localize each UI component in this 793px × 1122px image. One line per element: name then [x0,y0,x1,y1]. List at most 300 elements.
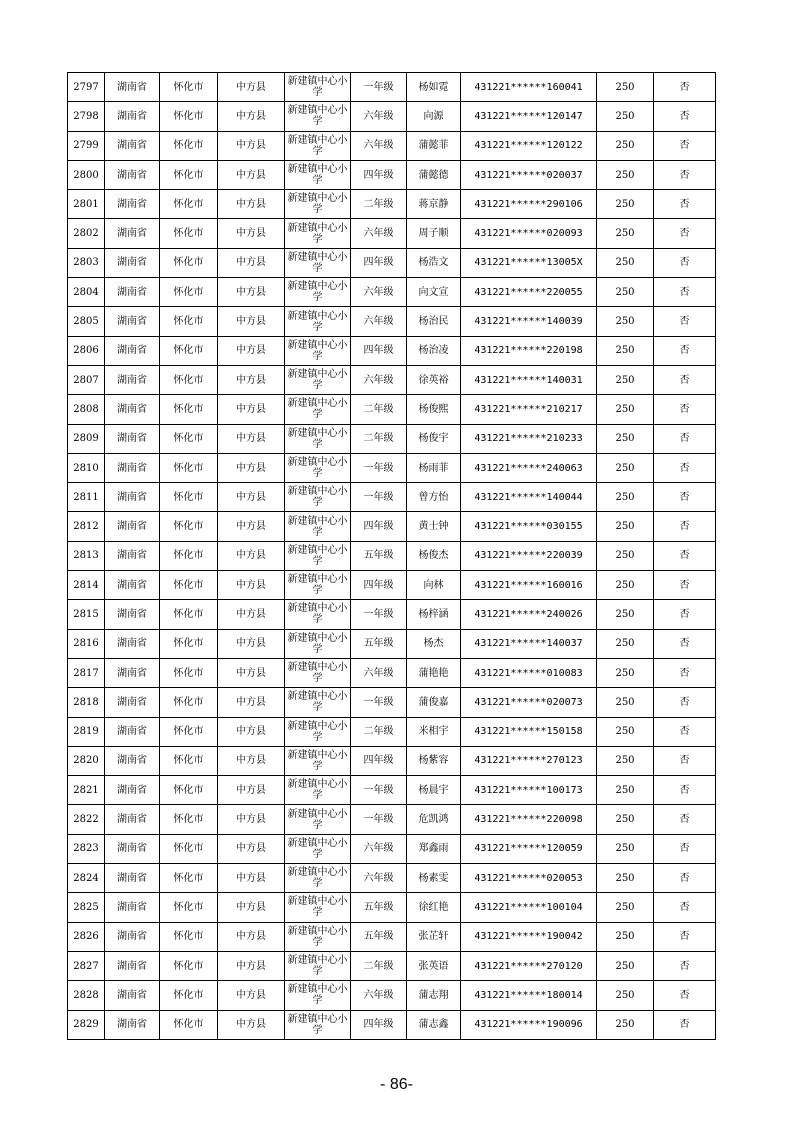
cell-id-number: 431221******140044 [461,483,597,512]
cell-county: 中方县 [218,160,285,189]
cell-student-name: 张英语 [407,951,461,980]
cell-school: 新建镇中心小学 [285,571,351,600]
cell-amount: 250 [597,688,654,717]
cell-city: 怀化市 [160,102,218,131]
cell-student-name: 向文宣 [407,278,461,307]
cell-county: 中方县 [218,248,285,277]
cell-city: 怀化市 [160,951,218,980]
cell-serial-number: 2813 [68,541,105,570]
cell-id-number: 431221******270120 [461,951,597,980]
cell-county: 中方县 [218,336,285,365]
cell-grade: 六年级 [351,219,407,248]
cell-id-number: 431221******240026 [461,600,597,629]
cell-city: 怀化市 [160,307,218,336]
cell-city: 怀化市 [160,424,218,453]
cell-city: 怀化市 [160,600,218,629]
cell-id-number: 431221******100173 [461,776,597,805]
cell-school: 新建镇中心小学 [285,73,351,102]
cell-amount: 250 [597,805,654,834]
table-row [68,893,716,922]
cell-province: 湖南省 [105,541,160,570]
cell-student-name: 杨雨菲 [407,453,461,482]
cell-amount: 250 [597,424,654,453]
cell-student-name: 蒲懿菲 [407,131,461,160]
cell-grade: 五年级 [351,893,407,922]
cell-serial-number: 2823 [68,834,105,863]
cell-city: 怀化市 [160,453,218,482]
cell-serial-number: 2802 [68,219,105,248]
cell-province: 湖南省 [105,278,160,307]
cell-amount: 250 [597,864,654,893]
cell-county: 中方县 [218,834,285,863]
cell-student-name: 杨素雯 [407,864,461,893]
cell-id-number: 431221******120147 [461,102,597,131]
cell-id-number: 431221******290106 [461,190,597,219]
cell-serial-number: 2803 [68,248,105,277]
cell-city: 怀化市 [160,73,218,102]
cell-amount: 250 [597,190,654,219]
cell-amount: 250 [597,102,654,131]
table-row [68,512,716,541]
cell-id-number: 431221******190042 [461,922,597,951]
cell-grade: 六年级 [351,131,407,160]
cell-city: 怀化市 [160,131,218,160]
cell-student-name: 曾方怡 [407,483,461,512]
cell-school: 新建镇中心小学 [285,190,351,219]
table-row [68,717,716,746]
cell-student-name: 向林 [407,571,461,600]
cell-flag: 否 [654,483,716,512]
cell-province: 湖南省 [105,483,160,512]
cell-county: 中方县 [218,1010,285,1039]
cell-flag: 否 [654,922,716,951]
page-number: - 86- [380,1076,413,1093]
cell-amount: 250 [597,629,654,658]
cell-serial-number: 2810 [68,453,105,482]
cell-school: 新建镇中心小学 [285,219,351,248]
cell-school: 新建镇中心小学 [285,805,351,834]
cell-province: 湖南省 [105,658,160,687]
cell-grade: 二年级 [351,717,407,746]
cell-city: 怀化市 [160,395,218,424]
cell-grade: 四年级 [351,248,407,277]
cell-province: 湖南省 [105,365,160,394]
cell-county: 中方县 [218,981,285,1010]
cell-id-number: 431221******020053 [461,864,597,893]
cell-school: 新建镇中心小学 [285,629,351,658]
cell-grade: 二年级 [351,395,407,424]
cell-city: 怀化市 [160,776,218,805]
cell-school: 新建镇中心小学 [285,864,351,893]
cell-county: 中方县 [218,658,285,687]
cell-id-number: 431221******030155 [461,512,597,541]
table-row [68,365,716,394]
cell-id-number: 431221******220039 [461,541,597,570]
cell-id-number: 431221******100104 [461,893,597,922]
cell-student-name: 杨晨宇 [407,776,461,805]
cell-county: 中方县 [218,190,285,219]
cell-serial-number: 2808 [68,395,105,424]
cell-flag: 否 [654,571,716,600]
cell-county: 中方县 [218,424,285,453]
student-roster-table [67,72,716,1040]
cell-student-name: 徐红艳 [407,893,461,922]
cell-amount: 250 [597,658,654,687]
cell-student-name: 黄士钟 [407,512,461,541]
cell-province: 湖南省 [105,131,160,160]
cell-student-name: 蒲艳艳 [407,658,461,687]
cell-grade: 一年级 [351,805,407,834]
cell-student-name: 蒲懿德 [407,160,461,189]
cell-serial-number: 2825 [68,893,105,922]
cell-id-number: 431221******020093 [461,219,597,248]
cell-serial-number: 2829 [68,1010,105,1039]
table-row [68,746,716,775]
cell-id-number: 431221******220198 [461,336,597,365]
cell-serial-number: 2812 [68,512,105,541]
cell-county: 中方县 [218,864,285,893]
cell-id-number: 431221******160016 [461,571,597,600]
cell-province: 湖南省 [105,776,160,805]
cell-id-number: 431221******150158 [461,717,597,746]
table-row [68,395,716,424]
cell-county: 中方县 [218,278,285,307]
cell-flag: 否 [654,512,716,541]
cell-school: 新建镇中心小学 [285,336,351,365]
cell-amount: 250 [597,981,654,1010]
cell-id-number: 431221******140039 [461,307,597,336]
cell-city: 怀化市 [160,629,218,658]
cell-student-name: 杨紫容 [407,746,461,775]
cell-county: 中方县 [218,746,285,775]
table-row [68,160,716,189]
table-row [68,834,716,863]
cell-flag: 否 [654,102,716,131]
cell-grade: 一年级 [351,73,407,102]
cell-flag: 否 [654,190,716,219]
cell-province: 湖南省 [105,629,160,658]
table-row [68,1010,716,1039]
cell-student-name: 杨如霓 [407,73,461,102]
cell-grade: 一年级 [351,776,407,805]
cell-amount: 250 [597,951,654,980]
table-row [68,688,716,717]
cell-student-name: 杨浩文 [407,248,461,277]
cell-grade: 二年级 [351,190,407,219]
table-row [68,483,716,512]
cell-student-name: 蒲志翔 [407,981,461,1010]
table-row [68,951,716,980]
cell-amount: 250 [597,746,654,775]
cell-id-number: 431221******120122 [461,131,597,160]
cell-county: 中方县 [218,365,285,394]
cell-id-number: 431221******220055 [461,278,597,307]
cell-province: 湖南省 [105,73,160,102]
cell-grade: 四年级 [351,512,407,541]
cell-serial-number: 2828 [68,981,105,1010]
table-row [68,307,716,336]
cell-amount: 250 [597,219,654,248]
cell-id-number: 431221******120059 [461,834,597,863]
cell-flag: 否 [654,160,716,189]
cell-grade: 六年级 [351,278,407,307]
cell-flag: 否 [654,219,716,248]
cell-city: 怀化市 [160,658,218,687]
cell-serial-number: 2801 [68,190,105,219]
cell-id-number: 431221******020073 [461,688,597,717]
cell-flag: 否 [654,776,716,805]
cell-province: 湖南省 [105,834,160,863]
cell-grade: 四年级 [351,1010,407,1039]
cell-student-name: 杨俊杰 [407,541,461,570]
cell-flag: 否 [654,981,716,1010]
cell-amount: 250 [597,717,654,746]
cell-school: 新建镇中心小学 [285,776,351,805]
cell-province: 湖南省 [105,600,160,629]
cell-serial-number: 2827 [68,951,105,980]
cell-serial-number: 2806 [68,336,105,365]
cell-city: 怀化市 [160,541,218,570]
cell-school: 新建镇中心小学 [285,248,351,277]
cell-province: 湖南省 [105,453,160,482]
cell-flag: 否 [654,541,716,570]
cell-student-name: 米相宇 [407,717,461,746]
cell-county: 中方县 [218,629,285,658]
cell-flag: 否 [654,365,716,394]
cell-student-name: 杨俊熙 [407,395,461,424]
cell-grade: 六年级 [351,658,407,687]
cell-flag: 否 [654,453,716,482]
cell-school: 新建镇中心小学 [285,834,351,863]
cell-city: 怀化市 [160,893,218,922]
cell-province: 湖南省 [105,893,160,922]
cell-grade: 六年级 [351,864,407,893]
cell-school: 新建镇中心小学 [285,688,351,717]
cell-city: 怀化市 [160,571,218,600]
cell-province: 湖南省 [105,805,160,834]
cell-student-name: 杨杰 [407,629,461,658]
table-row [68,424,716,453]
cell-flag: 否 [654,248,716,277]
cell-school: 新建镇中心小学 [285,981,351,1010]
cell-grade: 四年级 [351,336,407,365]
cell-flag: 否 [654,131,716,160]
cell-city: 怀化市 [160,746,218,775]
cell-student-name: 向源 [407,102,461,131]
table-row [68,776,716,805]
cell-grade: 六年级 [351,365,407,394]
cell-flag: 否 [654,395,716,424]
cell-grade: 五年级 [351,922,407,951]
cell-flag: 否 [654,805,716,834]
cell-serial-number: 2798 [68,102,105,131]
cell-grade: 六年级 [351,307,407,336]
cell-serial-number: 2807 [68,365,105,394]
cell-amount: 250 [597,73,654,102]
cell-county: 中方县 [218,600,285,629]
cell-school: 新建镇中心小学 [285,922,351,951]
cell-flag: 否 [654,717,716,746]
cell-county: 中方县 [218,219,285,248]
table-row [68,864,716,893]
cell-county: 中方县 [218,951,285,980]
cell-amount: 250 [597,571,654,600]
table-row [68,571,716,600]
cell-flag: 否 [654,629,716,658]
cell-serial-number: 2826 [68,922,105,951]
cell-province: 湖南省 [105,307,160,336]
cell-school: 新建镇中心小学 [285,951,351,980]
cell-flag: 否 [654,893,716,922]
cell-county: 中方县 [218,453,285,482]
cell-province: 湖南省 [105,1010,160,1039]
cell-school: 新建镇中心小学 [285,893,351,922]
cell-province: 湖南省 [105,717,160,746]
cell-province: 湖南省 [105,336,160,365]
cell-city: 怀化市 [160,864,218,893]
cell-city: 怀化市 [160,922,218,951]
table-row [68,278,716,307]
cell-county: 中方县 [218,688,285,717]
cell-serial-number: 2800 [68,160,105,189]
cell-province: 湖南省 [105,951,160,980]
cell-county: 中方县 [218,395,285,424]
cell-serial-number: 2822 [68,805,105,834]
cell-id-number: 431221******180014 [461,981,597,1010]
cell-id-number: 431221******010083 [461,658,597,687]
cell-county: 中方县 [218,571,285,600]
cell-school: 新建镇中心小学 [285,1010,351,1039]
cell-county: 中方县 [218,483,285,512]
cell-amount: 250 [597,336,654,365]
cell-amount: 250 [597,160,654,189]
cell-flag: 否 [654,864,716,893]
cell-province: 湖南省 [105,424,160,453]
cell-id-number: 431221******140037 [461,629,597,658]
cell-student-name: 杨梓涵 [407,600,461,629]
cell-amount: 250 [597,365,654,394]
cell-amount: 250 [597,922,654,951]
cell-serial-number: 2804 [68,278,105,307]
table-row [68,805,716,834]
cell-serial-number: 2799 [68,131,105,160]
cell-id-number: 431221******140031 [461,365,597,394]
cell-id-number: 431221******020037 [461,160,597,189]
table-row [68,600,716,629]
cell-id-number: 431221******210217 [461,395,597,424]
cell-student-name: 杨俊宇 [407,424,461,453]
cell-city: 怀化市 [160,834,218,863]
cell-grade: 一年级 [351,483,407,512]
cell-serial-number: 2805 [68,307,105,336]
cell-amount: 250 [597,278,654,307]
cell-grade: 六年级 [351,102,407,131]
cell-school: 新建镇中心小学 [285,658,351,687]
cell-flag: 否 [654,307,716,336]
cell-county: 中方县 [218,541,285,570]
cell-school: 新建镇中心小学 [285,131,351,160]
cell-province: 湖南省 [105,219,160,248]
roster-body [68,73,716,1040]
cell-id-number: 431221******240063 [461,453,597,482]
cell-amount: 250 [597,395,654,424]
cell-student-name: 周子顺 [407,219,461,248]
cell-grade: 一年级 [351,453,407,482]
cell-id-number: 431221******270123 [461,746,597,775]
cell-county: 中方县 [218,805,285,834]
cell-city: 怀化市 [160,278,218,307]
cell-serial-number: 2824 [68,864,105,893]
cell-serial-number: 2811 [68,483,105,512]
cell-school: 新建镇中心小学 [285,307,351,336]
cell-flag: 否 [654,600,716,629]
cell-flag: 否 [654,951,716,980]
cell-flag: 否 [654,336,716,365]
cell-province: 湖南省 [105,190,160,219]
cell-city: 怀化市 [160,190,218,219]
cell-school: 新建镇中心小学 [285,600,351,629]
table-row [68,541,716,570]
cell-county: 中方县 [218,922,285,951]
cell-county: 中方县 [218,73,285,102]
cell-flag: 否 [654,1010,716,1039]
cell-province: 湖南省 [105,512,160,541]
cell-serial-number: 2819 [68,717,105,746]
cell-city: 怀化市 [160,336,218,365]
cell-province: 湖南省 [105,981,160,1010]
cell-amount: 250 [597,600,654,629]
cell-school: 新建镇中心小学 [285,483,351,512]
table-row [68,73,716,102]
cell-school: 新建镇中心小学 [285,160,351,189]
cell-county: 中方县 [218,307,285,336]
table-row [68,190,716,219]
cell-grade: 一年级 [351,600,407,629]
cell-student-name: 危凯鸿 [407,805,461,834]
cell-county: 中方县 [218,717,285,746]
cell-city: 怀化市 [160,219,218,248]
cell-school: 新建镇中心小学 [285,278,351,307]
table-row [68,336,716,365]
cell-serial-number: 2814 [68,571,105,600]
cell-amount: 250 [597,248,654,277]
table-row [68,658,716,687]
cell-serial-number: 2821 [68,776,105,805]
cell-grade: 四年级 [351,160,407,189]
cell-province: 湖南省 [105,746,160,775]
cell-city: 怀化市 [160,1010,218,1039]
cell-province: 湖南省 [105,922,160,951]
cell-student-name: 蒲志鑫 [407,1010,461,1039]
cell-serial-number: 2820 [68,746,105,775]
cell-school: 新建镇中心小学 [285,717,351,746]
cell-flag: 否 [654,424,716,453]
cell-flag: 否 [654,746,716,775]
cell-grade: 五年级 [351,629,407,658]
cell-county: 中方县 [218,893,285,922]
cell-amount: 250 [597,307,654,336]
cell-province: 湖南省 [105,248,160,277]
cell-serial-number: 2809 [68,424,105,453]
cell-flag: 否 [654,658,716,687]
cell-city: 怀化市 [160,483,218,512]
cell-amount: 250 [597,453,654,482]
cell-province: 湖南省 [105,688,160,717]
cell-city: 怀化市 [160,805,218,834]
cell-grade: 六年级 [351,981,407,1010]
cell-school: 新建镇中心小学 [285,453,351,482]
cell-flag: 否 [654,834,716,863]
